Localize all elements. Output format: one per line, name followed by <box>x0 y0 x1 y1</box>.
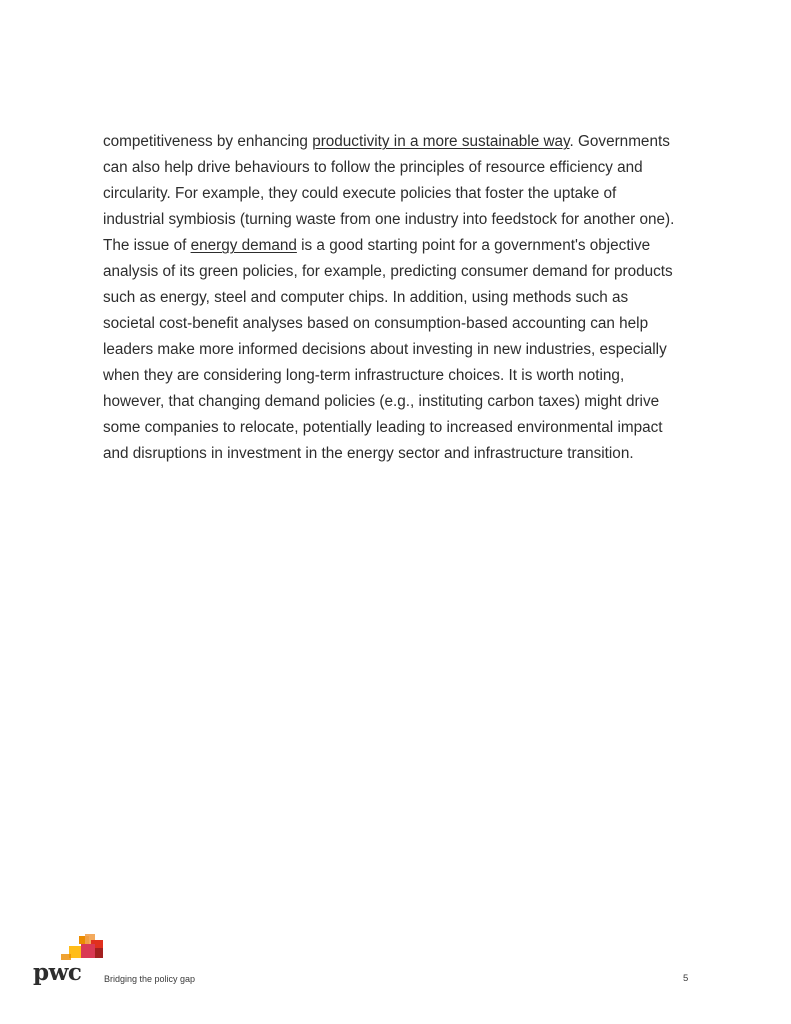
text-line: societal cost-benefit analyses based on consumption-based accounting can help <box>103 315 649 332</box>
body-paragraph <box>103 129 703 467</box>
page-footer <box>0 930 791 990</box>
text-line: industrial symbiosis (turning waste from one industry into feedstock for another one). <box>103 211 675 228</box>
pwc-logo <box>33 930 103 990</box>
text-line: can also help drive behaviours to follow the principles of resource efficiency and <box>103 159 643 176</box>
energy-demand-link[interactable]: energy demand <box>190 237 297 254</box>
productivity-link[interactable]: productivity in a more sustainable way <box>312 133 570 150</box>
page-number: 5 <box>683 973 689 984</box>
text-line: when they are considering long-term infrastructure choices. It is worth noting, <box>103 367 625 384</box>
text-line: however, that changing demand policies (e.g., instituting carbon taxes) might drive <box>103 393 660 410</box>
document-title: Bridging the policy gap <box>104 974 196 984</box>
text-line: leaders make more informed decisions about investing in new industries, especially <box>103 341 667 358</box>
text-line: The issue of energy demand is a good starting point for a government's objective <box>103 237 651 254</box>
text-line: and disruptions in investment in the energy sector and infrastructure transition. <box>103 445 634 462</box>
pwc-logo-icon <box>33 930 103 962</box>
text-line: analysis of its green policies, for example, predicting consumer demand for products <box>103 263 673 280</box>
text-line: such as energy, steel and computer chips. In addition, using methods such as <box>103 289 629 306</box>
text-line: some companies to relocate, potentially leading to increased environmental impact <box>103 419 663 436</box>
pwc-logo-wordmark: pwc <box>33 959 82 986</box>
text-line: circularity. For example, they could execute policies that foster the uptake of <box>103 185 617 202</box>
text-line: competitiveness by enhancing productivity in a more sustainable way. Governments <box>103 133 670 150</box>
